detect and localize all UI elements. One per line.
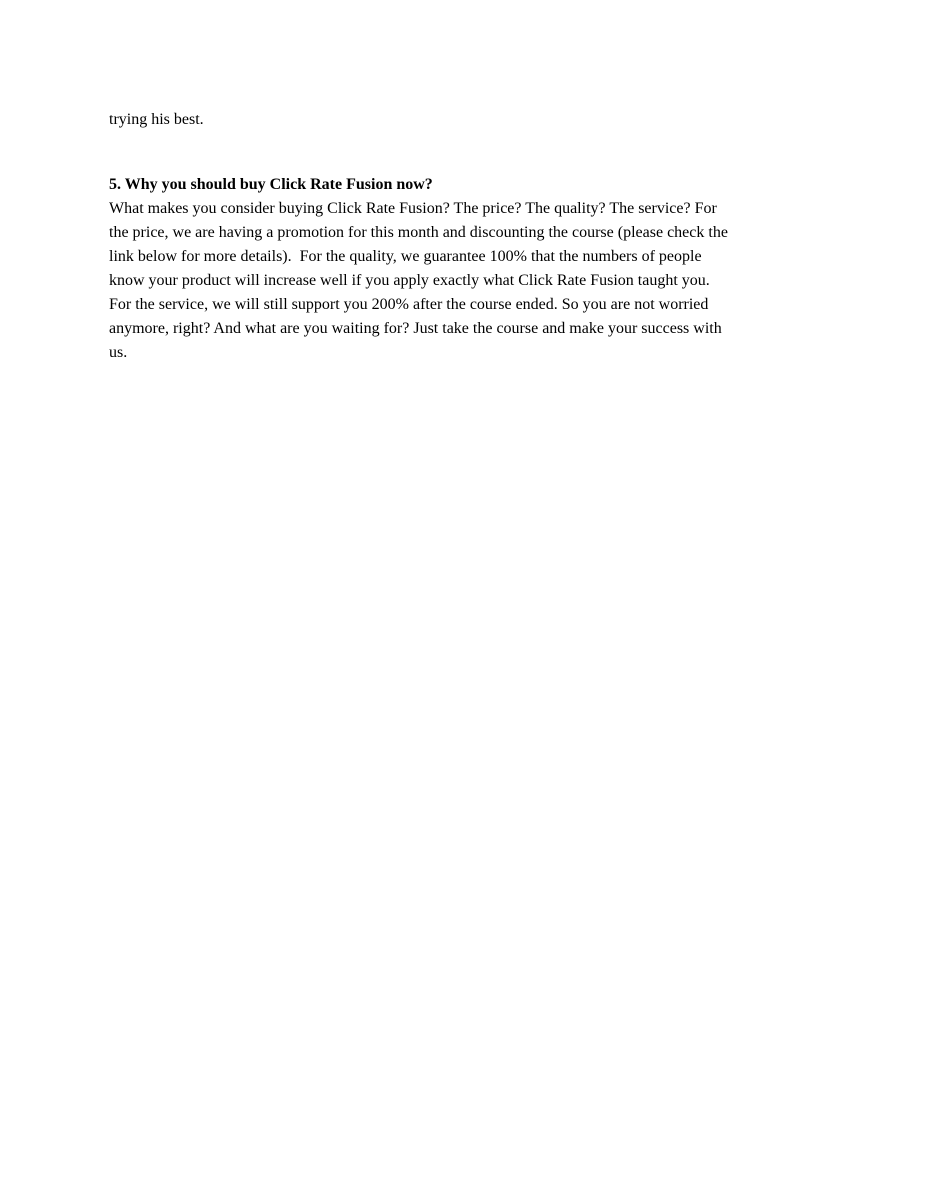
section-body [109, 197, 829, 365]
continuation-text: trying his best. [109, 111, 204, 128]
section-5 [109, 173, 829, 365]
body-line: For the service, we will still support you 200% after the course ended. So you are not worried [109, 296, 709, 313]
section-heading: 5. Why you should buy Click Rate Fusion now? [109, 176, 433, 193]
body-line: anymore, right? And what are you waiting for? Just take the course and make your success with [109, 320, 722, 337]
body-line: the price, we are having a promotion for this month and discounting the course (please check the [109, 224, 728, 241]
body-line: know your product will increase well if you apply exactly what Click Rate Fusion taught you. [109, 272, 710, 289]
body-line: What makes you consider buying Click Rate Fusion? The price? The quality? The service? For [109, 200, 717, 217]
body-line: link below for more details). For the quality, we guarantee 100% that the numbers of people [109, 248, 702, 265]
body-line: us. [109, 344, 128, 361]
